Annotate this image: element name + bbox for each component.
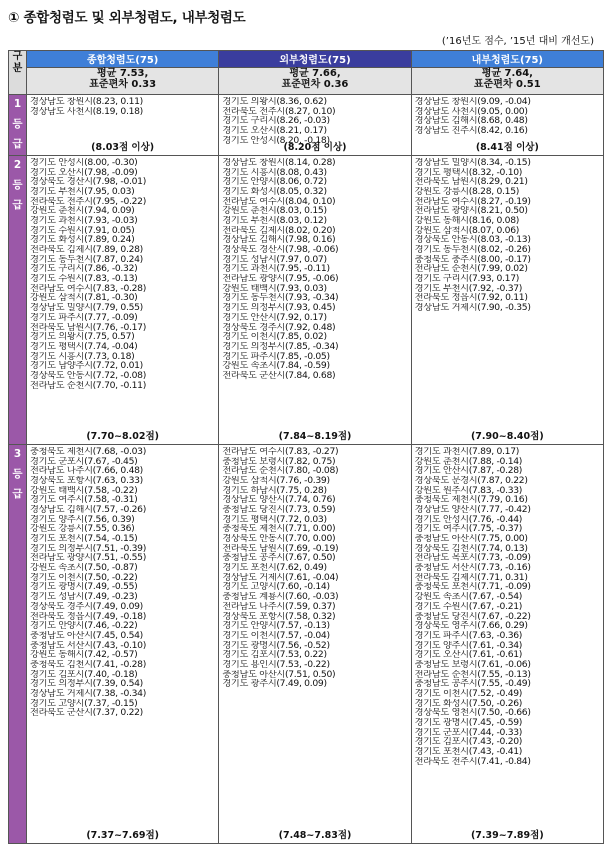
city-entry: 전라남도 순천시(7.55, -0.13): [414, 669, 531, 680]
city-entry: 경기도 동두천시(8.02, -0.26): [414, 245, 531, 255]
city-entry: 경기도 의정부시(7.51, -0.39): [30, 543, 146, 554]
city-entry: 경기도 김포시(7.43, -0.20): [414, 737, 523, 748]
avg-overall: 평균 7.53, 표준편차 0.33: [27, 68, 219, 95]
city-entry: 경기도 양주시(7.56, 0.39): [30, 514, 135, 525]
city-entry: 경상북도 포항시(7.58, 0.32): [222, 611, 336, 622]
city-entry: 경기도 여주시(7.75, -0.37): [414, 524, 523, 534]
city-entry: 충청남도 공주시(7.55, -0.49): [414, 679, 531, 689]
city-entry: 충청남도 보령시(7.61, -0.06): [414, 659, 531, 670]
city-entry: 경기도 오산시(8.21, 0.17): [222, 126, 327, 136]
grade-label-2: [9, 155, 27, 444]
city-entry: 경기도 구리시(7.93, 0.17): [414, 274, 520, 284]
city-entry: 경상남도 거제시(7.90, -0.35): [414, 303, 531, 313]
city-entry: 경상남도 창원시(8.14, 0.28): [222, 157, 336, 168]
city-entry: 경상북도 경산시(7.98, -0.06): [222, 245, 339, 255]
city-entry: 경기도 군포시(7.44, -0.33): [414, 727, 523, 738]
score-range: (8.41점 이상): [475, 141, 539, 153]
city-entry: 경상북도 포항시(7.63, 0.33): [30, 475, 143, 486]
city-entry: 전라남도 광양시(7.95, -0.06): [222, 274, 339, 284]
city-entry: 경상남도 양산시(7.74, 0.76): [222, 495, 336, 505]
city-entry: 경상남도 거제시(7.61, -0.04): [222, 572, 339, 583]
col-header-overall: 종합청렴도(75): [27, 51, 219, 68]
city-entry: 경기도 파주시(7.85, -0.05): [222, 351, 330, 362]
city-entry: 강원도 태백시(7.93, 0.03): [222, 283, 327, 294]
city-entry: 경기도 부천시(7.95, 0.03): [30, 186, 135, 197]
city-entry: 경기도 오산시(7.61, -0.61): [414, 650, 523, 660]
city-entry: 경기도 의정부시(7.85, -0.34): [222, 341, 339, 352]
city-entry: 경기도 포천시(7.54, -0.15): [30, 534, 138, 544]
city-entry: 경기도 고양시(7.60, -0.14): [222, 582, 330, 593]
city-entry: 전라북도 김제시(7.71, 0.31): [414, 572, 528, 583]
city-list: [219, 156, 410, 381]
city-list: [412, 156, 603, 313]
city-entry: 경기도 남양주시(7.72, 0.01): [30, 361, 143, 371]
grade-label-1: [9, 95, 27, 156]
city-entry: 강원도 강릉시(8.28, 0.15): [414, 186, 520, 197]
grade3-external-cell: [219, 444, 411, 843]
city-entry: 경기도 과천시(7.93, -0.03): [30, 215, 138, 226]
city-entry: 충청북도 충주시(8.00, -0.17): [414, 254, 531, 265]
city-entry: 경상북도 안동시(7.70, 0.00): [222, 534, 336, 544]
city-entry: 경기도 과천시(7.95, -0.11): [222, 264, 330, 275]
city-entry: 경기도 안산시(7.87, -0.28): [414, 466, 523, 476]
city-entry: 강원도 강릉시(7.55, 0.36): [30, 524, 135, 534]
city-entry: 경기도 안성시(8.00, -0.30): [30, 157, 138, 168]
city-entry: 강원도 동해시(7.42, -0.57): [30, 650, 138, 660]
grade3-overall-cell: [27, 444, 219, 843]
score-range: (7.39~7.89점): [470, 829, 544, 841]
city-entry: 충청북도 김천시(7.41, -0.28): [30, 659, 146, 670]
city-entry: 전라남도 순천시(7.70, -0.11): [30, 380, 146, 391]
city-entry: 경기도 의정부시(7.39, 0.54): [30, 679, 143, 689]
city-entry: 전라남도 목포시(7.73, -0.09): [414, 553, 531, 564]
city-entry: 충청남도 아산시(7.51, 0.50): [222, 669, 336, 680]
city-entry: 강원도 춘천시(7.94, 0.09): [30, 206, 135, 216]
city-entry: 경상북도 경주시(7.49, 0.09): [30, 601, 143, 612]
city-entry: 경상북도 경주시(7.92, 0.48): [222, 322, 336, 333]
city-entry: 강원도 춘천시(8.03, 0.15): [222, 206, 327, 216]
city-entry: 경기도 여주시(7.58, -0.31): [30, 495, 138, 505]
city-entry: 경기도 수원시(7.91, 0.05): [30, 225, 135, 236]
city-entry: 충청북도 제천시(7.68, -0.03): [30, 446, 146, 457]
grade1-internal-cell: [411, 95, 603, 156]
city-entry: 경기도 과천시(7.89, 0.17): [414, 446, 520, 457]
city-entry: 전라북도 김제시(7.89, 0.28): [30, 245, 143, 255]
city-entry: 경기도 이천시(7.52, -0.49): [414, 689, 523, 699]
city-entry: 경상남도 김해시(7.98, 0.16): [222, 235, 336, 245]
city-entry: 경상북도 김천시(7.74, 0.13): [414, 543, 528, 554]
city-entry: 충청북도 제천시(7.71, 0.00): [222, 524, 336, 534]
city-list: [412, 95, 603, 136]
city-entry: 경기도 성남시(7.97, 0.07): [222, 254, 327, 265]
city-entry: 경상남도 김해시(7.57, -0.26): [30, 504, 146, 515]
city-entry: 경기도 포천시(7.43, -0.41): [414, 747, 523, 757]
city-entry: 경기도 광명시(7.45, -0.59): [414, 718, 523, 728]
city-entry: 경기도 포천시(7.62, 0.49): [222, 563, 327, 573]
city-entry: 전라북도 남원시(8.29, 0.21): [414, 177, 528, 187]
city-entry: 경기도 안양시(7.46, -0.22): [30, 621, 138, 631]
city-entry: 강원도 삼척시(7.81, -0.30): [30, 293, 138, 304]
avg-external: 평균 7.66, 표준편차 0.36: [219, 68, 411, 95]
score-range: (7.90~8.40점): [470, 430, 544, 442]
city-entry: 강원도 속초시(7.84, -0.59): [222, 361, 330, 371]
city-entry: 경기도 하남시(7.75, 0.28): [222, 485, 327, 496]
city-entry: 전라남도 순천시(7.99, 0.02): [414, 264, 528, 275]
city-entry: 전라북도 군산시(7.37, 0.22): [30, 708, 143, 719]
city-entry: 경기도 안성시(7.76, -0.44): [414, 514, 523, 525]
city-entry: 전라남도 여수시(7.83, -0.27): [222, 446, 339, 457]
city-entry: 강원도 속초시(7.50, -0.87): [30, 563, 138, 573]
city-entry: 전라북도 전주시(8.27, 0.10): [222, 106, 336, 117]
city-entry: 경기도 수원시(7.83, -0.13): [30, 274, 138, 284]
city-entry: 경기도 부천시(8.03, 0.12): [222, 215, 327, 226]
city-entry: 경상남도 밀양시(7.79, 0.55): [30, 303, 143, 313]
city-entry: 충청남도 계룡시(7.60, -0.03): [222, 592, 339, 602]
city-entry: 경기도 군포시(7.67, -0.45): [30, 456, 138, 467]
city-entry: 경상남도 창원시(8.23, 0.11): [30, 97, 143, 107]
city-list: [219, 445, 410, 689]
city-entry: 경기도 김포시(7.40, -0.18): [30, 669, 138, 680]
city-entry: 경기도 이천시(7.50, -0.22): [30, 572, 138, 583]
city-entry: 충청북도 제천시(7.79, 0.16): [414, 495, 528, 505]
city-entry: 경기도 이천시(7.57, -0.04): [222, 630, 330, 641]
integrity-table: [8, 50, 604, 844]
city-list: [27, 156, 218, 391]
city-entry: 경기도 이천시(7.85, 0.02): [222, 332, 327, 342]
city-entry: 경기도 안양시(8.06, 0.72): [222, 177, 327, 187]
grade3-internal-cell: [411, 444, 603, 843]
grade-label-text: 1등급: [12, 98, 23, 150]
city-entry: 강원도 동해시(8.16, 0.08): [414, 215, 520, 226]
city-entry: 전라남도 나주시(7.66, 0.48): [30, 466, 143, 476]
city-entry: 경기도 광명시(7.56, -0.52): [222, 640, 330, 651]
city-entry: 충청남도 서산시(7.43, -0.10): [30, 640, 146, 651]
grade1-external-cell: [219, 95, 411, 156]
city-entry: 전라북도 남원시(7.69, -0.19): [222, 543, 339, 554]
city-entry: 충청남도 공주시(7.67, 0.50): [222, 553, 336, 564]
city-entry: 경기도 안성시(8.20, -0.18): [222, 135, 330, 146]
grade-label-3: [9, 444, 27, 843]
city-entry: 경기도 동두천시(7.93, -0.34): [222, 293, 339, 304]
city-entry: 경기도 성남시(7.49, -0.23): [30, 592, 138, 602]
city-entry: 충청남도 당진시(7.67, -0.22): [414, 611, 531, 622]
city-entry: 충청북도 포천시(7.71, -0.09): [414, 582, 531, 593]
city-entry: 경기도 평택시(8.32, -0.10): [414, 167, 523, 178]
city-entry: 경기도 의정부시(7.93, 0.45): [222, 303, 336, 313]
city-entry: 경기도 동두천시(7.87, 0.24): [30, 254, 143, 265]
city-entry: 경기도 광명시(7.49, -0.55): [30, 582, 138, 593]
city-entry: 강원도 삼척시(7.76, -0.39): [222, 475, 330, 486]
city-entry: 경상북도 안동시(7.72, -0.08): [30, 370, 146, 381]
page-title: ① 종합청렴도 및 외부청렴도, 내부청렴도: [8, 10, 246, 26]
city-entry: 경기도 안산시(7.92, 0.17): [222, 312, 327, 323]
city-entry: 경상북도 문경시(7.87, 0.22): [414, 475, 528, 486]
city-entry: 전라북도 군산시(7.84, 0.68): [222, 370, 336, 381]
city-entry: 전라남도 광양시(7.51, -0.55): [30, 553, 146, 564]
city-entry: 경상남도 김해시(8.68, 0.48): [414, 116, 528, 127]
city-entry: 경기도 부천시(7.92, -0.37): [414, 283, 523, 294]
city-entry: 강원도 태백시(7.58, -0.22): [30, 485, 138, 496]
score-range: (7.84~8.19점): [278, 430, 352, 442]
grade2-internal-cell: [411, 155, 603, 444]
city-entry: 경상북도 안동시(8.03, -0.13): [414, 235, 531, 245]
city-entry: 전라남도 여수시(8.04, 0.10): [222, 196, 336, 207]
city-entry: 강원도 속초시(7.67, -0.54): [414, 592, 523, 602]
city-entry: 전라북도 김제시(8.02, 0.20): [222, 225, 336, 236]
city-entry: 강원도 삼척시(8.07, 0.06): [414, 225, 520, 236]
city-entry: 전라북도 정읍시(7.49, -0.18): [30, 611, 146, 622]
city-entry: 경기도 파주시(7.63, -0.36): [414, 630, 523, 641]
city-entry: 경기도 의왕시(7.75, 0.57): [30, 332, 135, 342]
city-entry: 충청남도 아산시(7.45, 0.54): [30, 630, 143, 641]
city-entry: 경기도 광주시(7.49, 0.09): [222, 679, 327, 689]
city-entry: 경상북도 영주시(7.66, 0.29): [414, 621, 528, 631]
city-entry: 전라북도 전주시(7.95, -0.22): [30, 196, 146, 207]
col-header-internal: 내부청렴도(75): [411, 51, 603, 68]
city-entry: 경기도 구리시(8.26, -0.03): [222, 116, 330, 127]
grade1-overall-cell: [27, 95, 219, 156]
city-entry: 전라남도 순천시(7.80, -0.08): [222, 466, 339, 476]
city-entry: 경상남도 진주시(8.42, 0.16): [414, 126, 528, 136]
grade-label-text: 2등급: [12, 158, 23, 211]
score-range: (7.37~7.69점): [86, 829, 160, 841]
city-entry: 경기도 김포시(7.53, 0.22): [222, 650, 327, 660]
city-entry: 전라남도 광양시(8.21, 0.50): [414, 206, 528, 216]
city-entry: 경기도 평택시(7.74, -0.04): [30, 341, 138, 352]
city-entry: 전라남도 여수시(8.27, -0.19): [414, 196, 531, 207]
city-list: [412, 445, 603, 767]
col-header-external: 외부청렴도(75): [219, 51, 411, 68]
city-entry: 전라북도 전주시(7.41, -0.84): [414, 756, 531, 767]
city-entry: 전라북도 남원시(7.76, -0.17): [30, 322, 146, 333]
city-entry: 경기도 고양시(7.37, -0.15): [30, 698, 138, 709]
grade2-external-cell: [219, 155, 411, 444]
city-entry: 경상남도 사천시(8.19, 0.18): [30, 106, 143, 117]
city-entry: 강원도 원주시(7.83, -0.33): [414, 485, 523, 496]
city-entry: 경기도 의왕시(8.36, 0.62): [222, 97, 327, 107]
city-entry: 경기도 화성시(8.05, 0.32): [222, 186, 327, 197]
city-entry: 경상남도 창원시(9.09, -0.04): [414, 97, 531, 107]
city-entry: 경기도 수원시(7.67, -0.21): [414, 601, 523, 612]
city-entry: 충청남도 아산시(7.75, 0.00): [414, 534, 528, 544]
city-entry: 충청남도 보령시(7.82, 0.75): [222, 456, 336, 467]
city-entry: 경기도 화성시(7.89, 0.24): [30, 235, 135, 245]
city-list: [27, 445, 218, 718]
city-entry: 경기도 파주시(7.77, -0.09): [30, 312, 138, 323]
city-entry: 경상남도 밀양시(8.34, -0.15): [414, 157, 531, 168]
city-entry: 경기도 안양시(7.57, -0.13): [222, 621, 330, 631]
city-entry: 강원도 춘천시(7.88, -0.14): [414, 456, 523, 467]
gubun-header: 구분: [9, 51, 27, 95]
city-entry: 경기도 오산시(7.98, -0.09): [30, 167, 138, 178]
city-entry: 경상남도 사천시(9.05, 0.00): [414, 106, 528, 117]
city-entry: 충청남도 당진시(7.73, 0.59): [222, 504, 336, 515]
grade2-overall-cell: [27, 155, 219, 444]
city-entry: 경상남도 양산시(7.77, -0.42): [414, 504, 531, 515]
score-range: (8.20점 이상): [283, 141, 347, 153]
avg-internal: 평균 7.64, 표준편차 0.51: [411, 68, 603, 95]
city-entry: 충청남도 서산시(7.73, -0.16): [414, 563, 531, 573]
city-entry: 경기도 구리시(7.86, -0.32): [30, 264, 138, 275]
city-entry: 경기도 시흥시(7.73, 0.18): [30, 351, 135, 362]
city-entry: 경상남도 거제시(7.38, -0.34): [30, 689, 146, 699]
city-entry: 경상북도 영천시(7.50, -0.66): [414, 708, 531, 719]
city-entry: 전라남도 나주시(7.59, 0.37): [222, 601, 336, 612]
city-entry: 경기도 시흥시(8.08, 0.43): [222, 167, 327, 178]
year-note: (’16년도 점수, ’15년 대비 개선도): [441, 36, 594, 47]
city-entry: 경기도 용인시(7.53, -0.22): [222, 659, 330, 670]
city-list: [27, 95, 218, 116]
score-range: (7.48~7.83점): [278, 829, 352, 841]
city-entry: 경기도 양주시(7.61, -0.34): [414, 640, 523, 651]
score-range: (8.03점 이상): [91, 141, 155, 153]
score-range: (7.70~8.02점): [86, 430, 160, 442]
city-entry: 경기도 평택시(7.72, 0.03): [222, 514, 327, 525]
city-entry: 전라남도 여수시(7.83, -0.28): [30, 283, 146, 294]
grade-label-text: 3등급: [12, 447, 23, 500]
city-entry: 경기도 화성시(7.50, -0.26): [414, 698, 523, 709]
city-entry: 경상북도 경산시(7.98, -0.01): [30, 177, 146, 187]
city-entry: 전라북도 정읍시(7.92, 0.11): [414, 293, 528, 304]
